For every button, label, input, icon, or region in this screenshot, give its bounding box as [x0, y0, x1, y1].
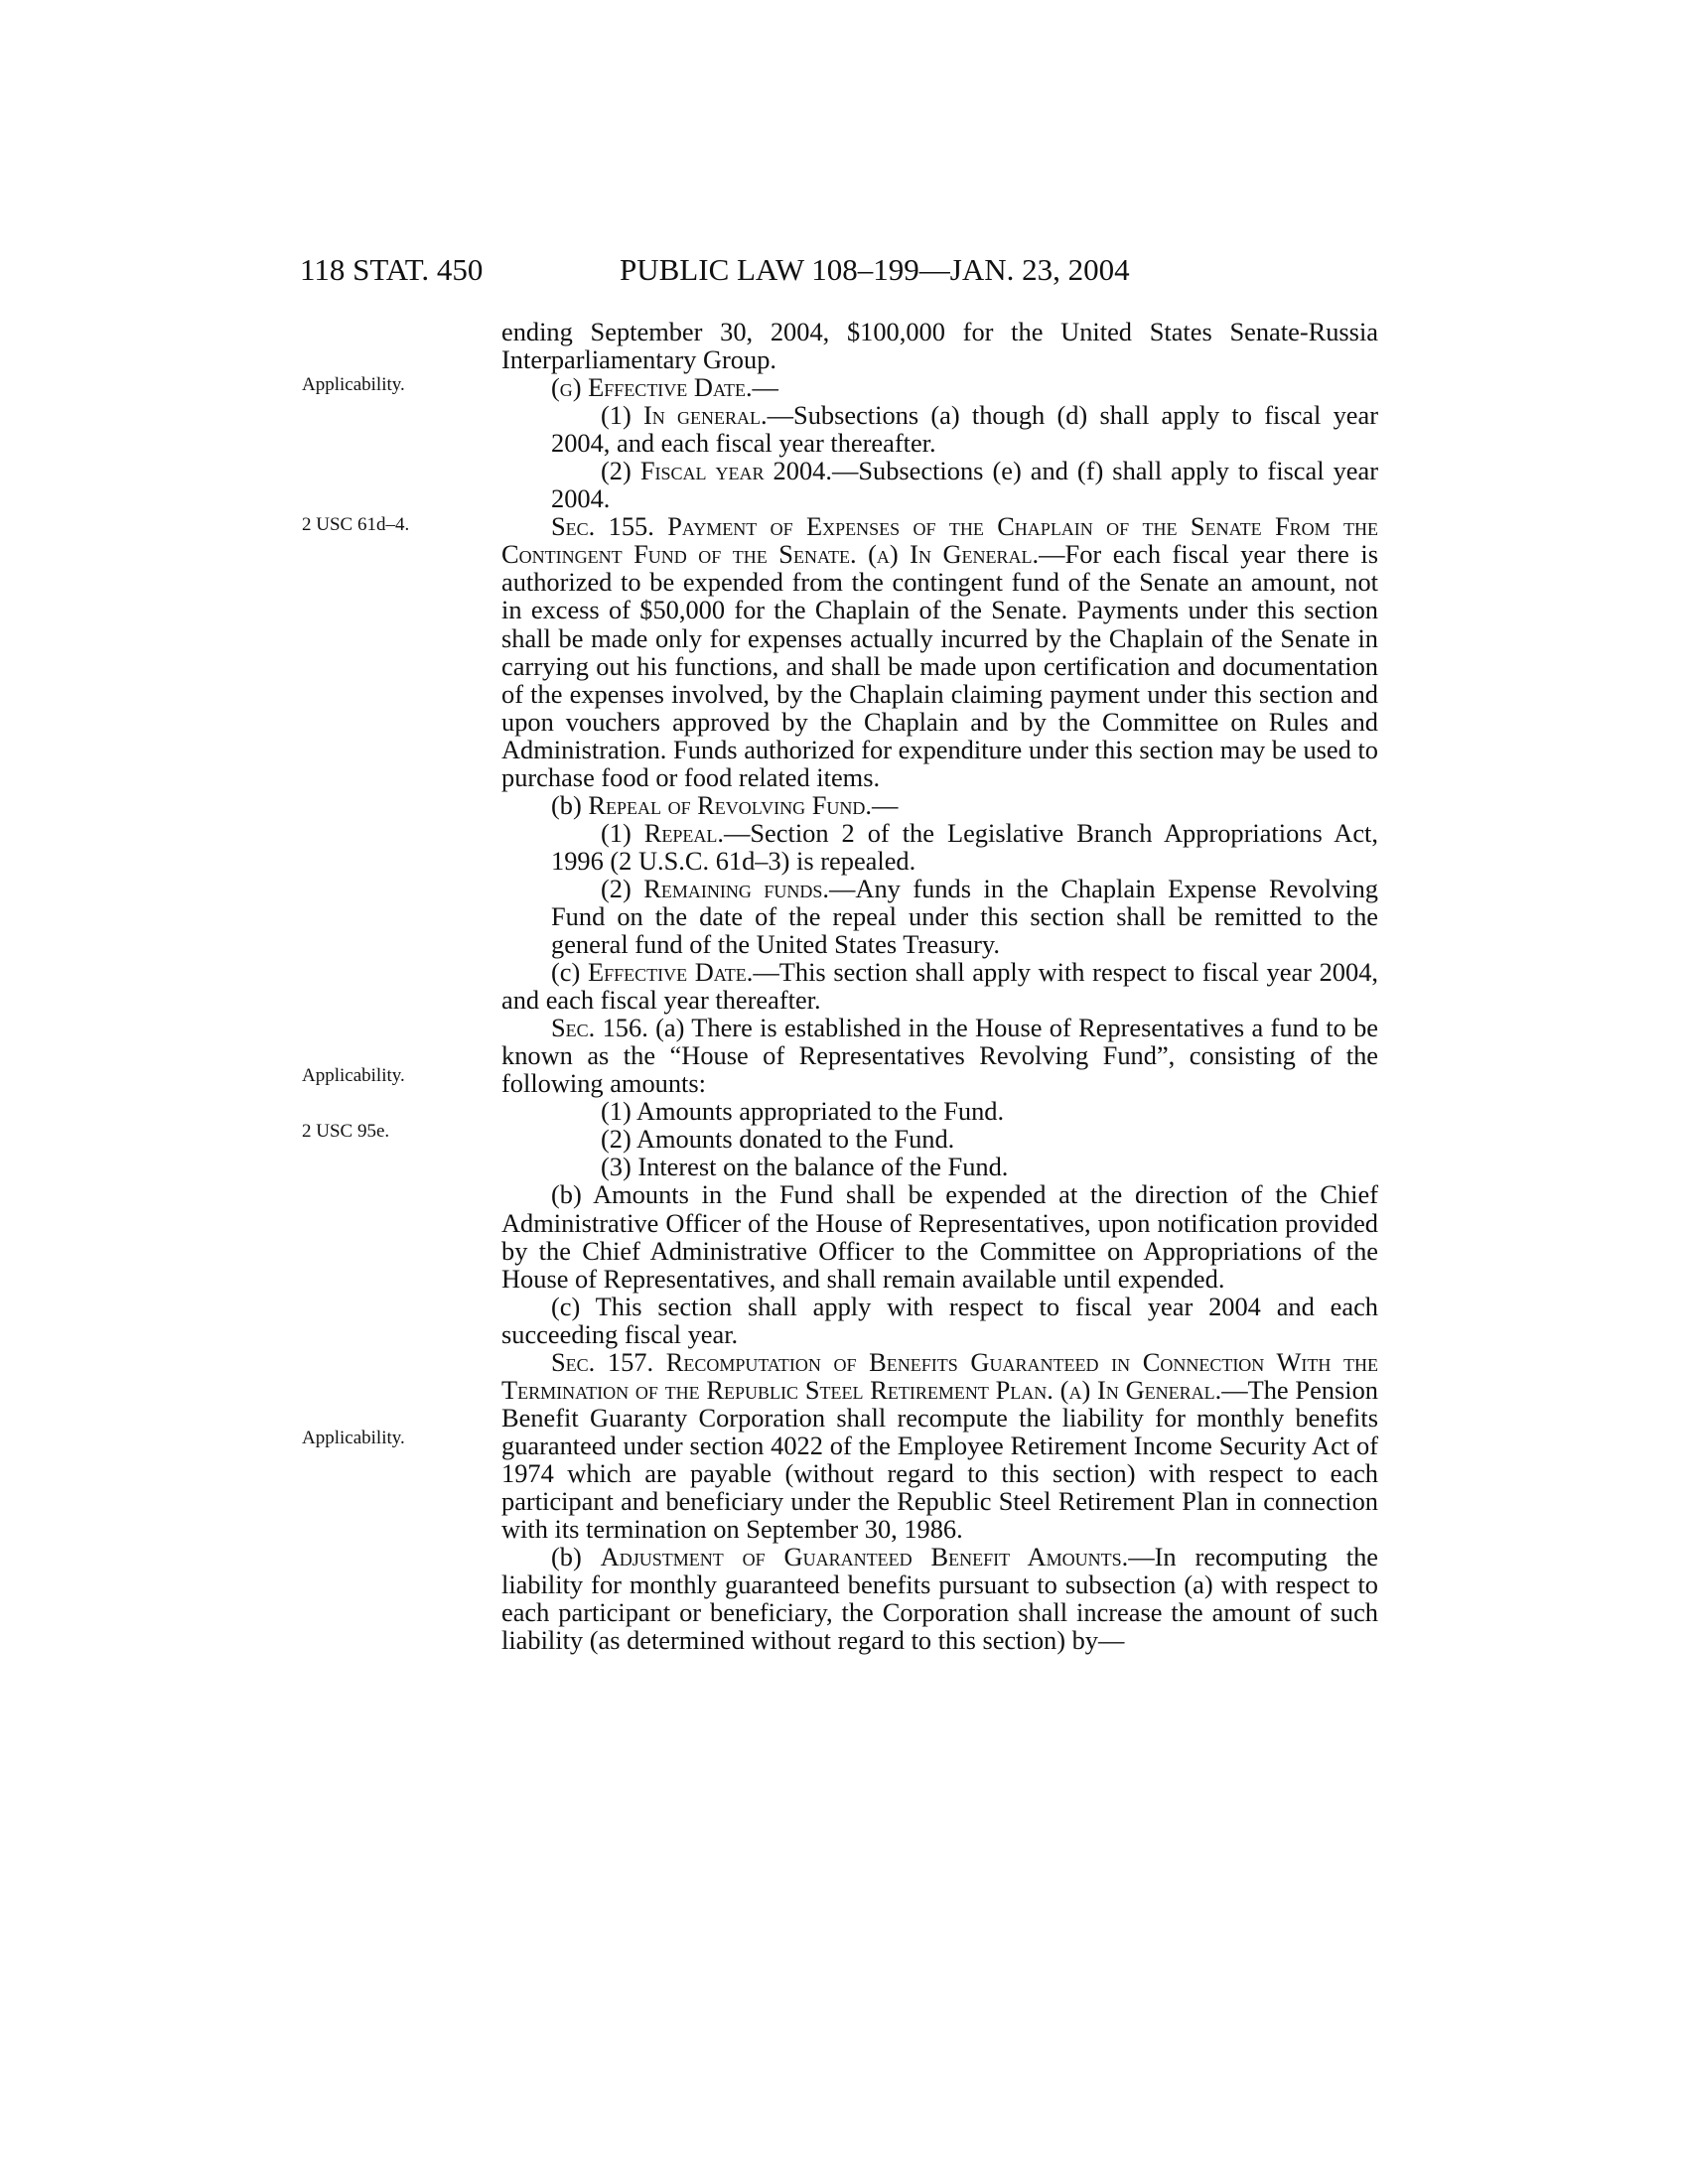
list-item-appropriated: (1) Amounts appropriated to the Fund. [601, 1096, 1005, 1127]
stat-reference: 118 STAT. 450 [300, 252, 484, 287]
margin-note-usc-citation: 2 USC 95e. [302, 1121, 390, 1142]
paragraph-repeal: (1) Repeal.—Section 2 of the Legislative Branch Appropriations Act, 1996 (2 U.S.C. 61d–3) is repealed. [551, 817, 1378, 876]
margin-note-applicability: Applicability. [302, 1065, 405, 1086]
paragraph-repeal-heading: (b) Repeal of Revolving Fund.— [551, 789, 899, 820]
list-item-donated: (2) Amounts donated to the Fund. [601, 1124, 955, 1155]
section-156: Sec. 156. (a) There is established in the House of Representatives a fund to be known as the “House of Representatives Revolving Fund”, consisting of the following amounts: [501, 1013, 1378, 1099]
paragraph-fund-expenditure: (b) Amounts in the Fund shall be expended at the direction of the Chief Administrative Officer of the House of Representatives, upon notification provided by the Chief Administrative Officer to the Committee on Appropriations of the House of Representatives, and shall remain available until expended. [501, 1179, 1378, 1294]
paragraph-remaining-funds: (2) Remaining funds.—Any funds in the Chaplain Expense Revolving Fund on the date of the repeal under this section shall be remitted to the general fund of the United States Treasury. [551, 873, 1379, 960]
paragraph-effective-date-heading: (g) Effective Date.— [551, 372, 778, 403]
paragraph-adjustment: (b) Adjustment of Guaranteed Benefit Amounts.—In recomputing the liability for monthly guaranteed benefits pursuant to subsection (a) with respect to each participant or beneficiary, the Corporation shall increase the amount of such liability (as determined without regard to this section) by— [501, 1542, 1378, 1656]
margin-note-applicability: Applicability. [302, 1428, 405, 1448]
margin-note-applicability: Applicability. [302, 374, 405, 395]
paragraph-applicability: (c) This section shall apply with respect to fiscal year 2004 and each succeeding fiscal year. [501, 1291, 1378, 1349]
law-title: PUBLIC LAW 108–199—JAN. 23, 2004 [620, 252, 1130, 287]
section-155: Sec. 155. Payment of Expenses of the Chaplain of the Senate From the Contingent Fund of the Senate. (a) In General.—For each fiscal year there is authorized to be expended from the contingent fund of the Senate an amount, not in excess of $50,000 for the Chaplain of the Senate. Payments under this section shall be made only for expenses actually incurred by the Chaplain of the Senate in carrying out his functions, and shall be made upon certification and documentation of the expenses involved, by the Chaplain claiming payment under this section and upon vouchers approved by the Chaplain and by the Committee on Rules and Administration. Funds authorized for expenditure under this section may be used to purchase food or food related items. [501, 511, 1378, 792]
paragraph-in-general: (1) In general.—Subsections (a) though (d) shall apply to fiscal year 2004, and each fiscal year thereafter. [551, 400, 1379, 459]
paragraph-effective-date: (c) Effective Date.—This section shall apply with respect to fiscal year 2004, and each fiscal year thereafter. [501, 957, 1378, 1016]
page-header [300, 250, 1378, 290]
paragraph-fiscal-year-2004: (2) Fiscal year 2004.—Subsections (e) and (f) shall apply to fiscal year 2004. [551, 456, 1378, 514]
paragraph-continuation: ending September 30, 2004, $100,000 for the United States Senate-Russia Interparliamentary Group. [501, 317, 1378, 375]
list-item-interest: (3) Interest on the balance of the Fund. [601, 1152, 1009, 1182]
section-157: Sec. 157. Recomputation of Benefits Guaranteed in Connection With the Termination of the Republic Steel Retirement Plan. (a) In General.—The Pension Benefit Guaranty Corporation shall recompute the liability for monthly benefits guaranteed under section 4022 of the Employee Retirement Income Security Act of 1974 which are payable (without regard to this section) with respect to each participant and beneficiary under the Republic Steel Retirement Plan in connection with its termination on September 30, 1986. [501, 1346, 1378, 1545]
margin-note-usc-citation: 2 USC 61d–4. [302, 514, 410, 535]
body-text [501, 318, 1378, 1654]
